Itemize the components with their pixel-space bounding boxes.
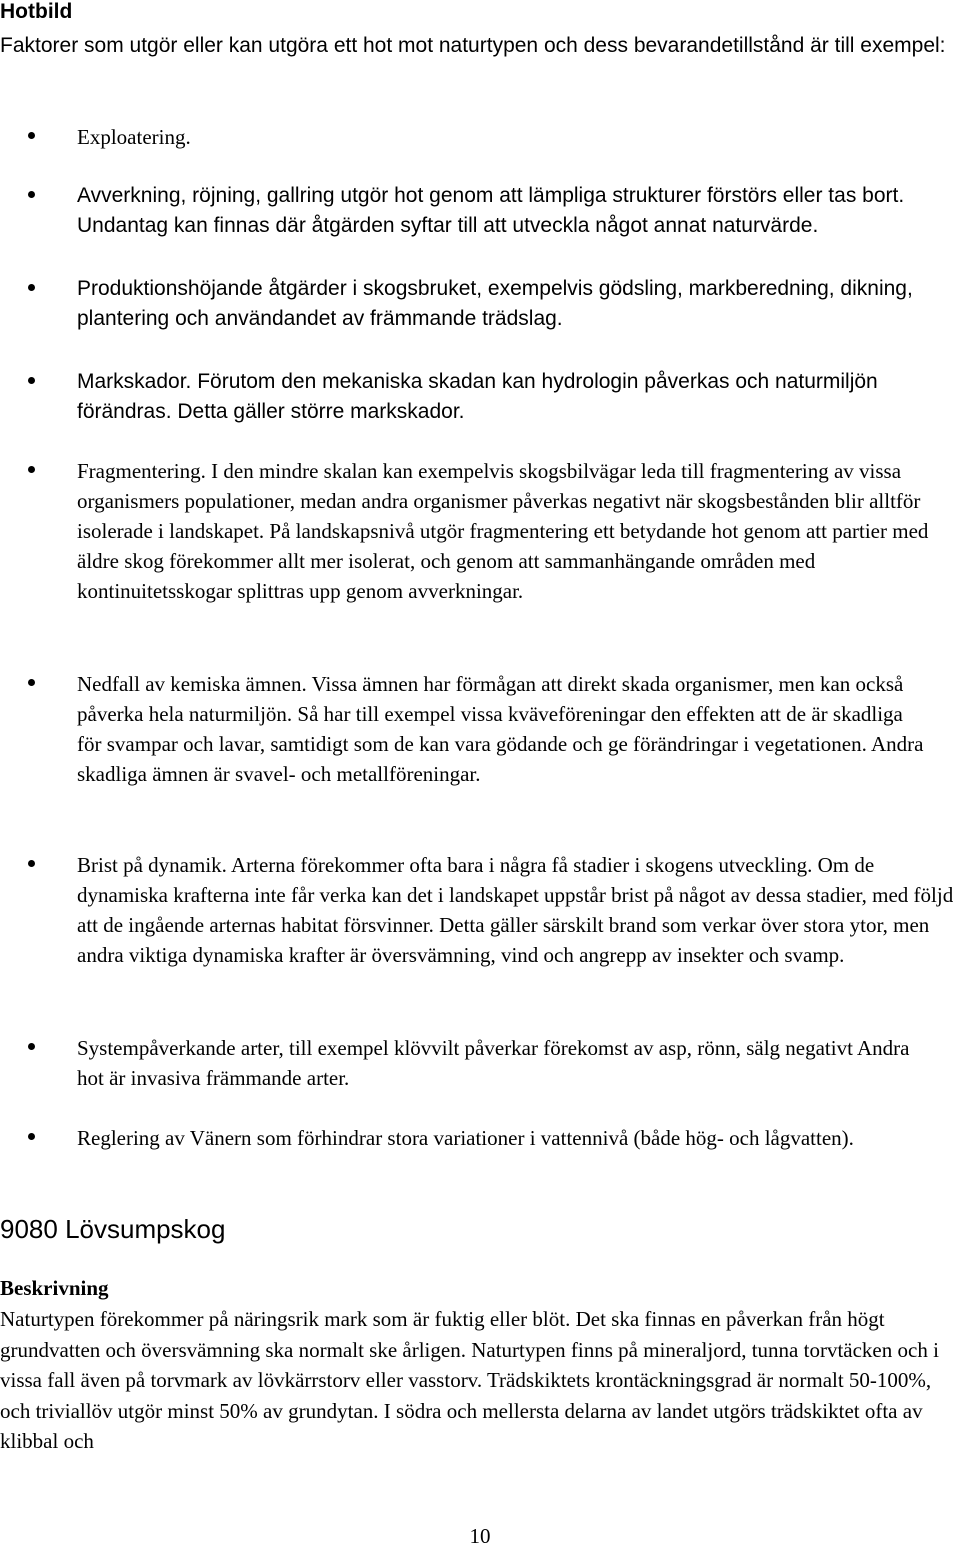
bullet-icon — [28, 191, 35, 198]
list-item-text: Systempåverkande arter, till exempel klövvilt påverkar förekomst av asp, rönn, sälg negativt Andra hot är invasiva främmande arter. — [77, 1036, 910, 1090]
bullet-icon — [28, 377, 35, 384]
list-item-text: Avverkning, röjning, gallring utgör hot genom att lämpliga strukturer förstörs eller tas bort. Undantag kan finnas där åtgärden syftar till att utveckla något annat naturvärde. — [77, 184, 905, 237]
list-item-text: Fragmentering. I den mindre skalan kan exempelvis skogsbilvägar leda till fragmentering av vissa organismers populationer, medan andra organismer påverkas negativt när skogsbestånden blir alltför isolerade i landskapet. På landskapsnivå utgör fragmentering ett betydande hot genom att partier med äldre skog förekommer allt mer isolerat, och genom att sammanhängande områden med kontinuitetsskogar splittras upp genom avverkningar. — [77, 459, 929, 603]
bullet-icon — [28, 284, 35, 291]
list-item-text: Markskador. Förutom den mekaniska skadan kan hydrologin påverkas och naturmiljön förändras. Detta gäller större markskador. — [77, 370, 878, 423]
list-item-text: Reglering av Vänern som förhindrar stora variationer i vattennivå (både hög- och lågvatten). — [77, 1126, 854, 1150]
list-item-text: Brist på dynamik. Arterna förekommer ofta bara i några få stadier i skogens utveckling. Om de dynamiska krafterna inte får verka kan det i landskapet uppstår brist på något av dessa stadier, med följd att de ingående arternas habitat försvinner. Detta gäller särskilt brand som verkar över stora ytor, men andra viktiga dynamiska krafter är översvämning, vind och angrepp av insekter och svamp. — [77, 853, 954, 967]
subheading-beskrivning: Beskrivning — [0, 1276, 109, 1300]
intro-paragraph: Faktorer som utgör eller kan utgöra ett hot mot naturtypen och dess bevarandetillstånd är till exempel: — [0, 34, 946, 57]
list-item-text: Exploatering. — [77, 125, 191, 149]
list-item-text: Produktionshöjande åtgärder i skogsbruket, exempelvis gödsling, markberedning, dikning, plantering och användandet av främmande trädslag. — [77, 277, 913, 330]
bullet-icon — [28, 1043, 35, 1050]
bullet-icon — [28, 466, 35, 473]
section-heading-hotbild: Hotbild — [0, 0, 73, 23]
page-number: 10 — [469, 1524, 491, 1548]
description-paragraph: Naturtypen förekommer på näringsrik mark som är fuktig eller blöt. Det ska finnas en påverkan från högt grundvatten och översvämning ska normalt ske årligen. Naturtypen finns på mineraljord, tunna torvtäcken och i vissa fall även på torvmark av lövkärrstorv eller vasstorv. Trädskiktets krontäckningsgrad är normalt 50-100%, och triviallöv utgör minst 50% av grundytan. I södra och mellersta delarna av landet utgörs trädskiktet ofta av klibbal och — [0, 1307, 939, 1453]
bullet-icon — [28, 679, 35, 686]
section-heading-lovsumpskog: 9080 Lövsumpskog — [0, 1214, 226, 1244]
list-item-text: Nedfall av kemiska ämnen. Vissa ämnen har förmågan att direkt skada organismer, men kan också påverka hela naturmiljön. Så har till exempel vissa kväveföreningar den effekten att de är skadliga för svampar och lavar, samtidigt som de kan vara gödande och ge förändringar i vegetationen. Andra skadliga ämnen är svavel- och metallföreningar. — [77, 672, 924, 786]
bullet-icon — [28, 132, 35, 139]
bullet-icon — [28, 860, 35, 867]
bullet-icon — [28, 1133, 35, 1140]
